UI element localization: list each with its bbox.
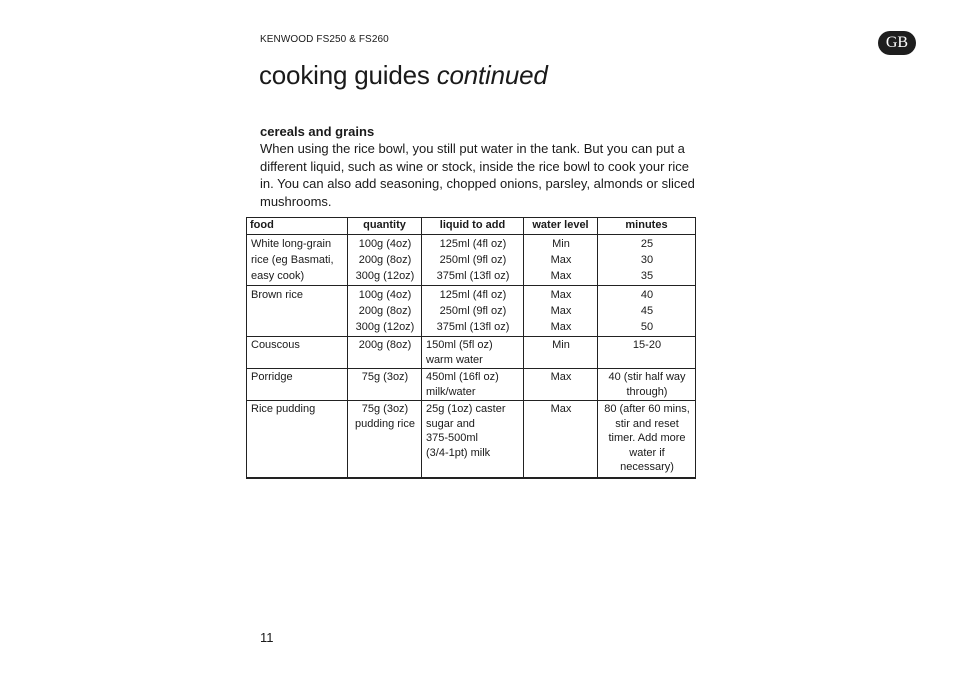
cell-water-level bbox=[524, 286, 598, 337]
header-water-level: water level bbox=[524, 218, 598, 235]
language-badge: GB bbox=[878, 31, 916, 55]
cell-liquid bbox=[422, 286, 524, 337]
cell-water-level bbox=[524, 235, 598, 286]
cell-minutes-line: 40 (stir half way bbox=[608, 371, 686, 383]
cell-quantity-line: pudding rice bbox=[355, 417, 415, 430]
cell-quantity-line: 100g (4oz) bbox=[358, 289, 412, 301]
cell-food-line: White long-grain bbox=[251, 238, 332, 250]
cell-quantity bbox=[348, 401, 422, 478]
cell-liquid-line: 375-500ml bbox=[426, 432, 478, 444]
page-title-main: cooking guides bbox=[259, 60, 437, 90]
header-minutes: minutes bbox=[598, 218, 696, 235]
cell-liquid-line: 125ml (4fl oz) bbox=[439, 238, 507, 250]
header-liquid: liquid to add bbox=[422, 218, 524, 235]
cell-liquid-line: sugar and bbox=[426, 417, 475, 430]
cell-minutes-line: 30 bbox=[640, 254, 654, 266]
cell-food bbox=[247, 337, 348, 369]
cell-water-level-line: Max bbox=[550, 371, 572, 383]
cell-liquid-line: (3/4-1pt) milk bbox=[426, 446, 491, 459]
page-number: 11 bbox=[260, 630, 274, 645]
header-food: food bbox=[247, 218, 348, 235]
cell-minutes-line: 45 bbox=[640, 305, 654, 317]
page-title-emphasis: continued bbox=[436, 60, 548, 90]
cell-quantity bbox=[348, 286, 422, 337]
cell-quantity-line: 300g (12oz) bbox=[355, 321, 415, 333]
cell-liquid-line: warm water bbox=[426, 353, 483, 366]
cell-water-level-line: Max bbox=[550, 403, 572, 415]
cell-water-level bbox=[524, 369, 598, 401]
cell-minutes-line: stir and reset bbox=[615, 417, 679, 430]
cell-liquid-line: 250ml (9fl oz) bbox=[439, 305, 507, 317]
cell-liquid-line: 250ml (9fl oz) bbox=[439, 254, 507, 266]
cell-quantity-line: 100g (4oz) bbox=[358, 238, 412, 250]
cell-minutes bbox=[598, 235, 696, 286]
cell-liquid-line: 150ml (5fl oz) bbox=[426, 339, 493, 351]
cell-minutes-line: necessary) bbox=[620, 461, 674, 473]
table-row bbox=[247, 286, 696, 337]
cell-liquid bbox=[422, 369, 524, 401]
cell-minutes-line: 50 bbox=[640, 321, 654, 333]
cell-liquid-line: 375ml (13fl oz) bbox=[436, 270, 510, 282]
cell-minutes-line: 80 (after 60 mins, bbox=[604, 403, 690, 415]
cell-liquid-line: 450ml (16fl oz) bbox=[426, 371, 499, 383]
table-header-row bbox=[247, 218, 696, 235]
cell-water-level-line: Min bbox=[552, 339, 570, 351]
header-model-text: KENWOOD FS250 & FS260 bbox=[260, 34, 389, 45]
cell-liquid-line: milk/water bbox=[426, 385, 476, 398]
cell-food bbox=[247, 401, 348, 478]
cell-quantity bbox=[348, 235, 422, 286]
cell-minutes bbox=[598, 401, 696, 478]
cell-minutes bbox=[598, 337, 696, 369]
cell-quantity-line: 300g (12oz) bbox=[355, 270, 415, 282]
cell-quantity bbox=[348, 337, 422, 369]
cell-water-level-line: Min bbox=[552, 238, 570, 250]
cell-minutes bbox=[598, 369, 696, 401]
header-quantity: quantity bbox=[348, 218, 422, 235]
cell-water-level bbox=[524, 337, 598, 369]
cell-water-level-line: Max bbox=[550, 321, 572, 333]
cell-quantity bbox=[348, 369, 422, 401]
cell-minutes-line: water if bbox=[629, 446, 665, 459]
table-row bbox=[247, 369, 696, 401]
cell-food-line: Brown rice bbox=[251, 289, 303, 301]
cell-food bbox=[247, 369, 348, 401]
cell-food-line: Porridge bbox=[251, 371, 293, 383]
cell-minutes-line: 40 bbox=[640, 289, 654, 301]
cell-minutes bbox=[598, 286, 696, 337]
page-title bbox=[259, 60, 548, 91]
cell-food-line: Couscous bbox=[251, 339, 300, 351]
cell-food-line: Rice pudding bbox=[251, 403, 316, 415]
cell-minutes-line: 35 bbox=[640, 270, 654, 282]
cell-minutes-line: 15-20 bbox=[632, 339, 662, 351]
cooking-guide-table bbox=[246, 217, 696, 479]
cell-food-line: easy cook) bbox=[251, 270, 305, 282]
section-heading: cereals and grains bbox=[260, 124, 375, 139]
cell-liquid-line: 375ml (13fl oz) bbox=[436, 321, 510, 333]
cell-food bbox=[247, 235, 348, 286]
section-intro: When using the rice bowl, you still put water in the tank. But you can put a different liquid, such as wine or stock, inside the rice bowl to cook your rice in. You can also add seasoning, chopped onions, parsley, almonds or sliced mushrooms. bbox=[260, 141, 695, 209]
cell-water-level-line: Max bbox=[550, 305, 572, 317]
cell-liquid-line: 125ml (4fl oz) bbox=[439, 289, 507, 301]
cell-quantity-line: 75g (3oz) bbox=[361, 371, 409, 383]
cell-water-level-line: Max bbox=[550, 270, 572, 282]
cell-quantity-line: 200g (8oz) bbox=[358, 305, 412, 317]
cell-minutes-line: through) bbox=[626, 385, 668, 398]
cell-water-level-line: Max bbox=[550, 289, 572, 301]
cell-liquid bbox=[422, 337, 524, 369]
cell-food bbox=[247, 286, 348, 337]
cell-quantity-line: 75g (3oz) bbox=[361, 403, 409, 415]
cell-minutes-line: timer. Add more bbox=[608, 432, 686, 444]
table-row bbox=[247, 401, 696, 478]
cell-quantity-line: 200g (8oz) bbox=[358, 254, 412, 266]
table-row bbox=[247, 235, 696, 286]
cell-liquid bbox=[422, 401, 524, 478]
cell-food-line: rice (eg Basmati, bbox=[251, 254, 334, 266]
cell-liquid bbox=[422, 235, 524, 286]
cell-liquid-line: 25g (1oz) caster bbox=[426, 403, 506, 415]
cell-water-level-line: Max bbox=[550, 254, 572, 266]
cell-quantity-line: 200g (8oz) bbox=[358, 339, 412, 351]
cell-water-level bbox=[524, 401, 598, 478]
table-row bbox=[247, 337, 696, 369]
cell-minutes-line: 25 bbox=[640, 238, 654, 250]
